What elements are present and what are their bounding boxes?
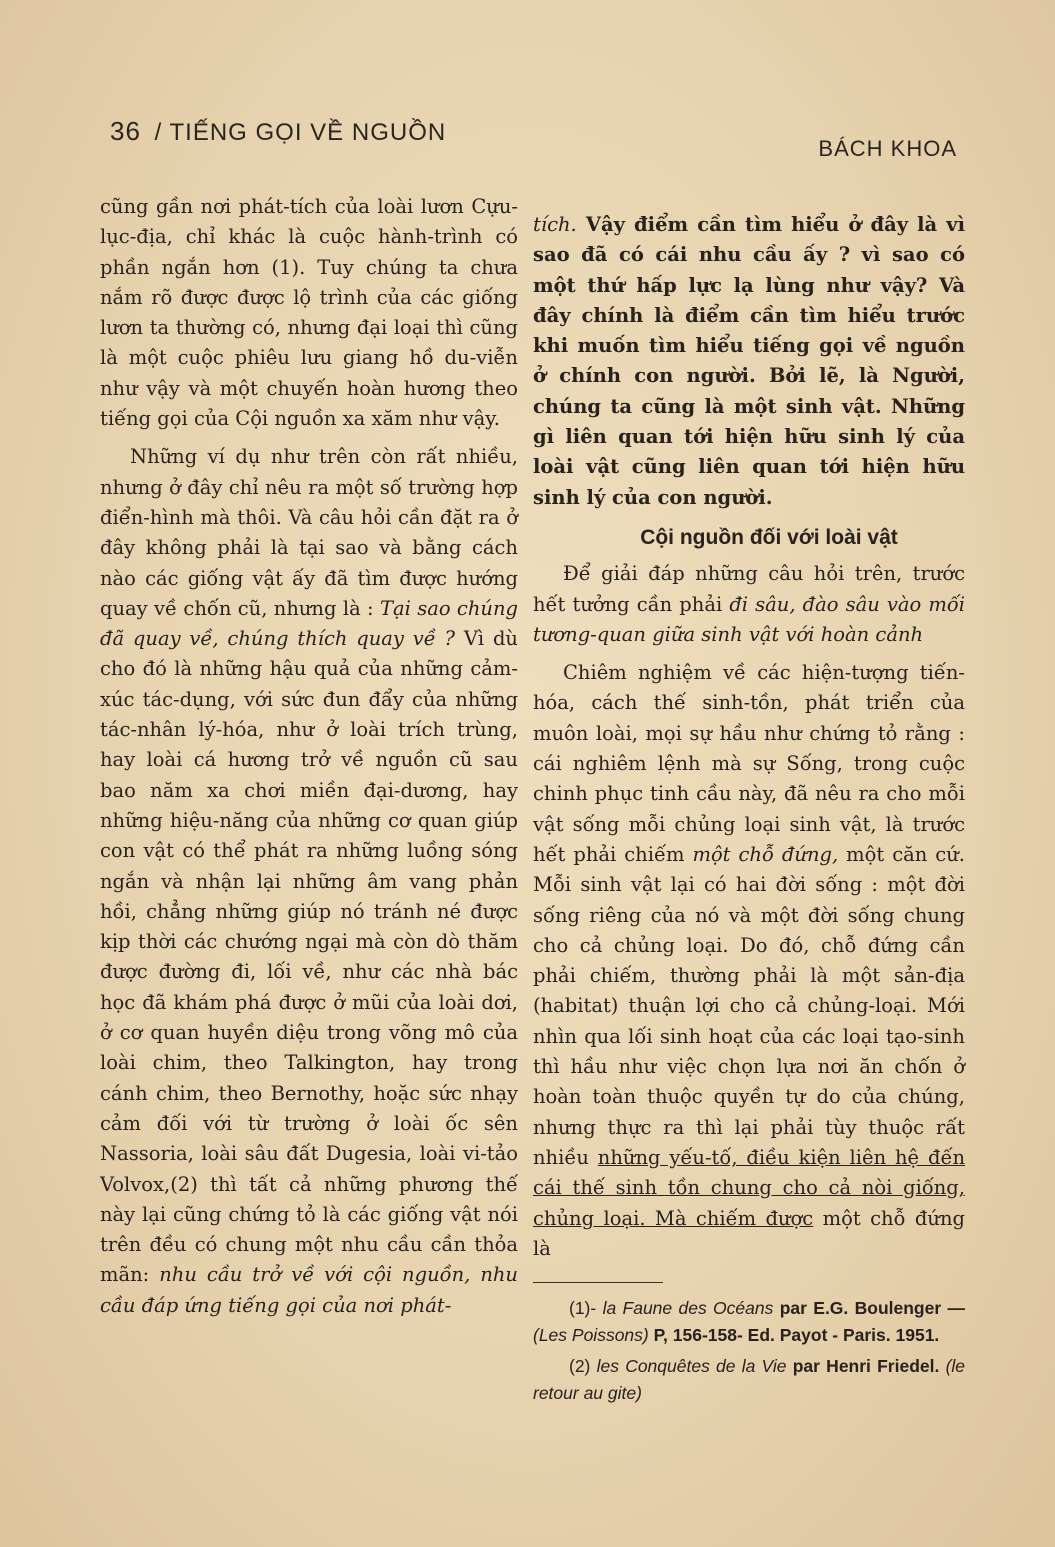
section-heading: Cội nguồn đối với loài vật <box>640 525 898 549</box>
paragraph: cũng gần nơi phát-tích của loài lươn Cựu-lục-địa, chỉ khác là cuộc hành-trình có phần ngắn hơn (1). Tuy chúng ta chưa nắm rõ được được lộ trình của các giống lươn ta thường có, nhưng đại loại thì cũng là một cuộc phiêu lưu giang hồ du-viễn như vậy và một chuyến hoàn hương theo tiếng gọi của Cội nguồn xa xăm như vậy. <box>100 195 518 431</box>
emphasis-text: đi sâu, đào sâu vào mối tương-quan giữa sinh vật với hoàn cảnh <box>533 592 965 646</box>
text-run: một chỗ đứng là <box>533 1206 965 1260</box>
text-run: một căn cứ. Mỗi sinh vật lại có hai đời sống : một đời sống riêng của nó và một đời sống chung cho cả chủng loại. Do đó, chỗ đứng cần phải chiếm, thường phải là một sản-địa (habitat) thuận lợi cho cả chủng-loại. Mới nhìn qua lối sinh hoạt của các loại tạo-sinh thì hầu như việc chọn lựa nơi ăn chốn ở hoàn toàn thuộc quyền tự do của chúng, nhưng thực ra thì lại phải tùy thuộc rất nhiều <box>533 842 965 1169</box>
footnote-marker: (2) <box>569 1356 597 1377</box>
book-subtitle: (le retour au gite) <box>533 1356 966 1404</box>
magazine-name: BÁCH KHOA <box>818 136 957 161</box>
footnote-1 <box>533 1295 965 1349</box>
page-number: 36 <box>110 116 141 146</box>
paragraph <box>533 658 965 1264</box>
text-run: P, 156-158- Ed. Payot - Paris. 1951. <box>648 1325 940 1346</box>
text-run: par Henri Friedel. <box>786 1356 946 1377</box>
footnote-divider <box>533 1282 663 1283</box>
book-title: la Faune des Océans <box>602 1298 774 1319</box>
emphasis-text: tích. <box>533 213 577 236</box>
book-title: les Conquêtes de la Vie <box>596 1356 787 1377</box>
text-run: Chiêm nghiệm về các hiện-tượng tiến-hóa, cách thế sinh-tồn, phát triển của muôn loài, mọi sự hầu như chứng tỏ rằng : cái nghiêm lệnh mà sự Sống, trong cuộc chinh phục tinh cầu này, đã nêu ra cho mỗi vật sống mỗi chủng loại sinh vật, là trước hết phải chiếm <box>533 661 965 866</box>
underlined-text: những yếu-tố, điều kiện liên hệ đến cái thế sinh tồn chung cho cả nòi giống, chủng loại. Mà chiếm được <box>533 1145 966 1230</box>
right-column <box>533 210 965 1411</box>
paragraph <box>533 210 965 513</box>
paragraph <box>100 442 518 1321</box>
footnote-marker: (1)- <box>569 1298 603 1319</box>
emphasis-text: nhu cầu trở về với cội nguồn, nhu cầu đáp ứng tiếng gọi của nơi phát- <box>100 1263 518 1317</box>
running-title: / TIẾNG GỌI VỀ NGUỒN <box>154 119 447 146</box>
left-column <box>100 192 518 1321</box>
page-header-left <box>110 116 446 147</box>
emphasis-text: một chỗ đứng, <box>692 842 839 866</box>
text-run: Những ví dụ như trên còn rất nhiều, nhưng ở đây chỉ nêu ra một số trường hợp điển-hình mà thôi. Và câu hỏi cần đặt ra ở đây không phải là tại sao và bằng cách nào các giống vật ấy đã tìm được hướng quay về chốn cũ, nhưng là : <box>100 445 518 620</box>
emphasis-text: Tại sao chúng đã quay về, chúng thích quay về ? <box>100 596 518 651</box>
book-subtitle: (Les Poissons) <box>533 1325 649 1346</box>
text-run: Vì dù cho đó là những hậu quả của những cảm-xúc tác-dụng, với sức đun đẩy của những tác-nhân lý-hóa, như ở loài trích trùng, hay loài cá hương trở về nguồn cũ sau bao năm xa chơi miền đại-dương, hay những hiệu-năng của những cơ quan giúp con vật có thể phát ra những luồng sóng ngắn và nhận lại những âm vang phản hồi, chẳng những giúp nó tránh né được kịp thời các chướng ngại mà còn dò thăm được đường đi, lối về, như các nhà bác học đã khám phá được ở mũi của loài dơi, ở cơ quan huyền diệu trong võng mô của loài chim, theo Talkington, hay trong cánh chim, theo Bernothy, hoặc sức nhạy cảm đối với từ trường ở loài ốc sên Nassoria, loài sâu đất Dugesia, loài vi-tảo Volvox,(2) thì tất cả những phương thế này lại cũng chứng tỏ là các giống vật nói trên đều có chung một nhu cầu cần thỏa mãn: <box>100 627 518 1287</box>
text-run: Để giải đáp những câu hỏi trên, trước hết tưởng cần phải <box>533 562 965 616</box>
footnotes <box>533 1295 965 1407</box>
text-run: par E.G. Boulenger — <box>773 1298 965 1319</box>
footnote-2 <box>533 1353 965 1407</box>
text-run: Vậy điểm cần tìm hiểu ở đây là vì sao đã có cái nhu cầu ấy ? vì sao có một thứ hấp lực lạ lùng như vậy? Và đây chính là điểm cần tìm hiểu trước khi muốn tìm hiểu tiếng gọi về nguồn ở chính con người. Bởi lẽ, là Người, chúng ta cũng là một sinh vật. Những gì liên quan tới hiện hữu sinh lý của loài vật cũng liên quan tới hiện hữu sinh lý của con người. <box>533 213 965 509</box>
paragraph <box>533 559 965 650</box>
